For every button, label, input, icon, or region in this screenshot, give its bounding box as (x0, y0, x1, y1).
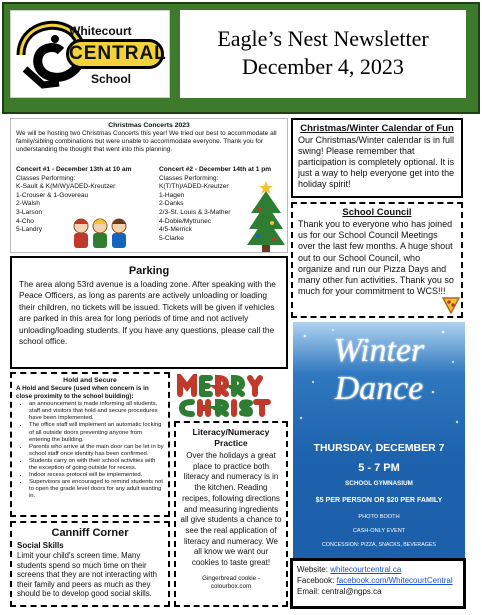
website-label: Website: (297, 565, 331, 574)
title-panel (180, 10, 466, 98)
hold-title: Hold and Secure (63, 377, 117, 384)
website-link[interactable]: whitecourtcentral.ca (330, 565, 402, 574)
calendar-body: Our Christmas/Winter calendar is in full swing! Please remember that participation is completely optional. It is just a way to help everyone get into the holiday spirit! (298, 135, 455, 189)
canniff-body: Limit your child's screen time. Many students spend so much time on their screens that they are not interacting with their family and peers as much as they should be to develop good social skills. (17, 551, 157, 599)
parking-title: Parking (128, 265, 170, 277)
contact-website-row (293, 564, 463, 575)
list-item: • an announcement is made informing all students, staff and visitors that hold and secure procedures have been implemented. (29, 401, 164, 422)
dance-extra-cash: CASH-ONLY EVENT (352, 528, 406, 534)
concert2-line: 2-Danks (159, 200, 184, 208)
facebook-link[interactable]: facebook.com/WhitecourtCentral (336, 576, 453, 585)
carolers-icon (69, 214, 131, 250)
canniff-title: Canniff Corner (51, 527, 129, 539)
newsletter-date: December 4, 2023 (242, 54, 404, 79)
contact-email-row (293, 586, 463, 597)
concert1-line: Classes Performing: (16, 174, 76, 182)
list-item: • Supervisors are encouraged to remind students not to open the grade level doors for any adult wanting in. (29, 479, 164, 500)
contact-facebook-row (293, 575, 463, 586)
dance-place: SCHOOL GYMNASIUM (345, 480, 413, 487)
dance-title-line1: Winter (333, 332, 425, 369)
logo-text-top: Whitecourt (69, 24, 132, 38)
canniff-subtitle: Social Skills (17, 541, 64, 550)
concert2-line: 4-Doble/Mytrunec (159, 217, 212, 225)
winter-dance-poster (293, 322, 465, 558)
concerts-intro: We will be hosting two Christmas Concerts this year! We tried our best to accommodate all family/sibling combinations but were unable to accommodate everyone. Thank you for understanding the thought that went into this planning. (16, 130, 277, 153)
email-label: Email: (297, 587, 322, 596)
facebook-label: Facebook: (297, 576, 337, 585)
pizza-icon (441, 296, 461, 314)
concert2-line: K(T/Th)/ADED-Kreutzer (159, 183, 229, 191)
concert2-line: 5-Clarke (159, 234, 184, 242)
logo-text-main: CENTRAL (66, 39, 164, 69)
dance-title-line2: Dance (334, 370, 424, 407)
newsletter-title: Eagle’s Nest Newsletter (217, 26, 429, 51)
christmas-tree-icon (247, 179, 285, 253)
concert2-line: 2/3-St. Louis & 3-Mather (159, 208, 231, 216)
email-address: central@ngps.ca (321, 587, 382, 596)
council-body: Thank you to everyone who has joined us for our School Council Meetings over the last few months. A huge shout out to our School Council, who organize and run our Pizza Days and many other fun activities. Thank you so much for your commitment to WCS!!! (298, 219, 454, 297)
concert1-line: 1-Crouser & 1-Govereau (16, 191, 89, 199)
merry-christmas-banner-icon (174, 374, 288, 418)
dance-day: THURSDAY, DECEMBER 7 (313, 442, 445, 454)
concert2-title: Concert #2 - December 14th at 1 pm (159, 166, 272, 173)
literacy-image-credit (176, 575, 286, 591)
concert1-line: 3-Larson (16, 208, 43, 216)
list-item: • Parents who arrive at the main door can be let in by school staff once identity has been confirmed. (29, 444, 164, 458)
list-item: • Students carry on with their school activities with the exception of going outside for recess. (29, 458, 164, 472)
hold-list (12, 401, 168, 500)
concert2-line: 1-Hagen (159, 191, 185, 199)
dance-extra-photo: PHOTO BOOTH (358, 514, 400, 520)
credit-line-1: Gingerbread cookie - (202, 574, 260, 582)
concerts-section (10, 118, 288, 253)
logo-text-bottom: School (91, 72, 132, 86)
concert1-title: Concert #1 - December 13th at 10 am (16, 166, 132, 173)
hold-and-secure-section (10, 372, 170, 517)
calendar-title: Christmas/Winter Calendar of Fun (300, 123, 454, 134)
literacy-numeracy-section (174, 421, 288, 607)
dance-price: $5 PER PERSON OR $20 PER FAMILY (315, 496, 443, 504)
dance-extra-concession: CONCESSION: PIZZA, SNACKS, BEVERAGES (322, 542, 436, 548)
school-logo (10, 10, 170, 98)
concert1-line: K-Sault & K(M/W)/ADED-Kreutzer (16, 183, 116, 191)
canniff-corner-section (10, 521, 170, 607)
calendar-section (291, 118, 463, 198)
literacy-title: Literacy/Numeracy Practice (192, 427, 270, 448)
list-item: • The office staff will implement an automatic locking of all outside doors preventing anyone from entering the building. (29, 422, 164, 443)
literacy-body: Over the holidays a great place to practice both literacy and numeracy is in the kitchen. Reading recipes, following directions and measuring ingredients all give students a chance to see the real application of literacy and numeracy. We all know we want our cookies to taste great! (180, 451, 282, 568)
concerts-title: Christmas Concerts 2023 (108, 122, 190, 129)
concert1-line: 2-Walsh (16, 200, 40, 208)
school-council-section (291, 202, 463, 318)
hold-intro: A Hold and Secure (used when concern is in close proximity to the school building): (16, 385, 149, 400)
concert1-line: 4-Cho (16, 217, 34, 225)
dance-time: 5 - 7 PM (358, 462, 400, 474)
concert2-line: Classes Performing: (159, 174, 219, 182)
concert1-line: 5-Landry (16, 226, 43, 234)
list-item: • Indoor recess protocol will be implemented. (29, 472, 164, 479)
contact-info (290, 558, 466, 609)
council-title: School Council (342, 207, 412, 218)
credit-line-2: colourbox.com (210, 582, 252, 590)
parking-body: The area along 53rd avenue is a loading zone. After speaking with the Peace Officers, as long as parents are actively unloading or loading their children, no tickets will be issued. Tickets will be given if vehicles are parked in this area for long periods of time and not actively unloading/loading students. If you have any questions, please call the school office. (19, 279, 276, 347)
concert2-line: 4/5-Merrick (159, 226, 192, 234)
parking-section (10, 256, 288, 369)
